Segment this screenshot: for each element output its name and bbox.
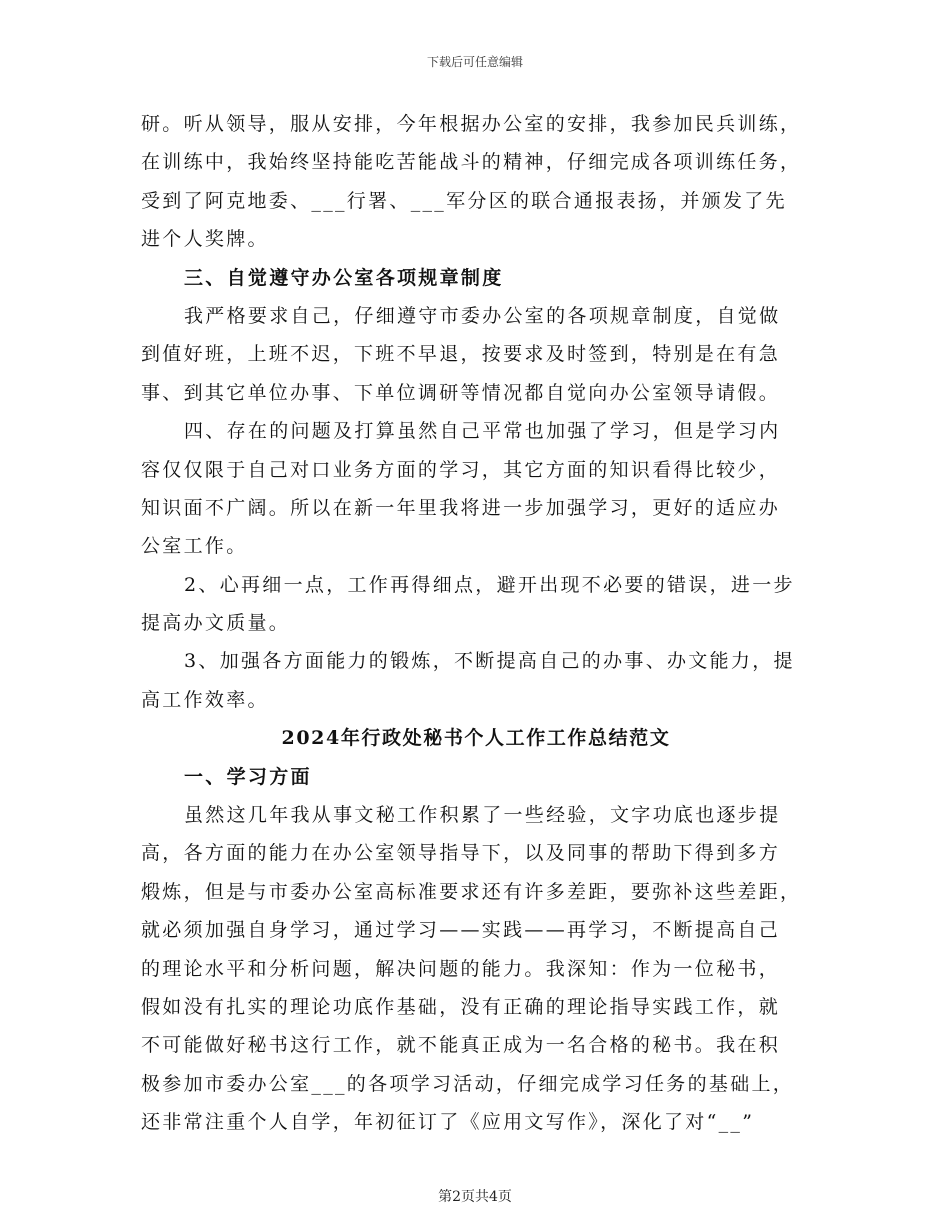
page-header: 下载后可任意编辑 [426, 55, 523, 69]
body-line: 极参加市委办公室___的各项学习活动，仔细完成学习任务的基础上， [141, 1072, 795, 1095]
body-line: 高工作效率。 [141, 688, 269, 711]
section-heading: 一、学习方面 [184, 765, 312, 788]
body-line: 提高办文质量。 [141, 612, 291, 635]
body-line: 事、到其它单位办事、下单位调研等情况都自觉向办公室领导请假。 [141, 381, 781, 404]
section-heading: 三、自觉遵守办公室各项规章制度 [184, 266, 504, 289]
body-line: 到值好班，上班不迟，下班不早退，按要求及时签到，特别是在有急 [141, 343, 781, 366]
body-line: 假如没有扎实的理论功底作基础，没有正确的理论指导实践工作，就 [141, 995, 781, 1018]
body-line: 煅炼，但是与市委办公室高标准要求还有许多差距，要弥补这些差距， [141, 880, 802, 903]
body-line: 不可能做好秘书这行工作，就不能真正成为一名合格的秘书。我在积 [141, 1034, 781, 1057]
body-line: 虽然这几年我从事文秘工作积累了一些经验，文字功底也逐步提 [184, 804, 781, 827]
page-footer: 第2页共4页 [438, 1189, 512, 1205]
body-line: 就必须加强自身学习，通过学习——实践——再学习，不断提高自己 [141, 919, 781, 942]
document-body [141, 105, 811, 1142]
body-line: 还非常注重个人自学，年初征订了《应用文写作》，深化了对“__” [141, 1111, 755, 1134]
body-line: 3、加强各方面能力的锻炼，不断提高自己的办事、办文能力，提 [184, 650, 795, 673]
section-title: 2024年行政处秘书个人工作工作总结范文 [281, 727, 671, 750]
body-line: 容仅仅限于自己对口业务方面的学习，其它方面的知识看得比较少， [141, 458, 781, 481]
body-line: 我严格要求自己，仔细遵守市委办公室的各项规章制度，自觉做 [184, 304, 781, 327]
body-line: 在训练中，我始终坚持能吃苦能战斗的精神，仔细完成各项训练任务， [141, 151, 802, 174]
body-line: 受到了阿克地委、___行署、___军分区的联合通报表扬，并颁发了先 [141, 189, 787, 212]
body-line: 2、心再细一点，工作再得细点，避开出现不必要的错误，进一步 [184, 573, 795, 596]
body-line: 公室工作。 [141, 535, 248, 558]
body-line: 的理论水平和分析问题，解决问题的能力。我深知：作为一位秘书， [141, 957, 781, 980]
body-line: 知识面不广阔。所以在新一年里我将进一步加强学习，更好的适应办 [141, 496, 781, 519]
body-line: 四、存在的问题及打算虽然自己平常也加强了学习，但是学习内 [184, 420, 781, 443]
body-line: 高，各方面的能力在办公室领导指导下，以及同事的帮助下得到多方 [141, 842, 781, 865]
body-line: 进个人奖牌。 [141, 228, 269, 251]
body-line: 研。听从领导，服从安排，今年根据办公室的安排，我参加民兵训练， [141, 113, 802, 135]
